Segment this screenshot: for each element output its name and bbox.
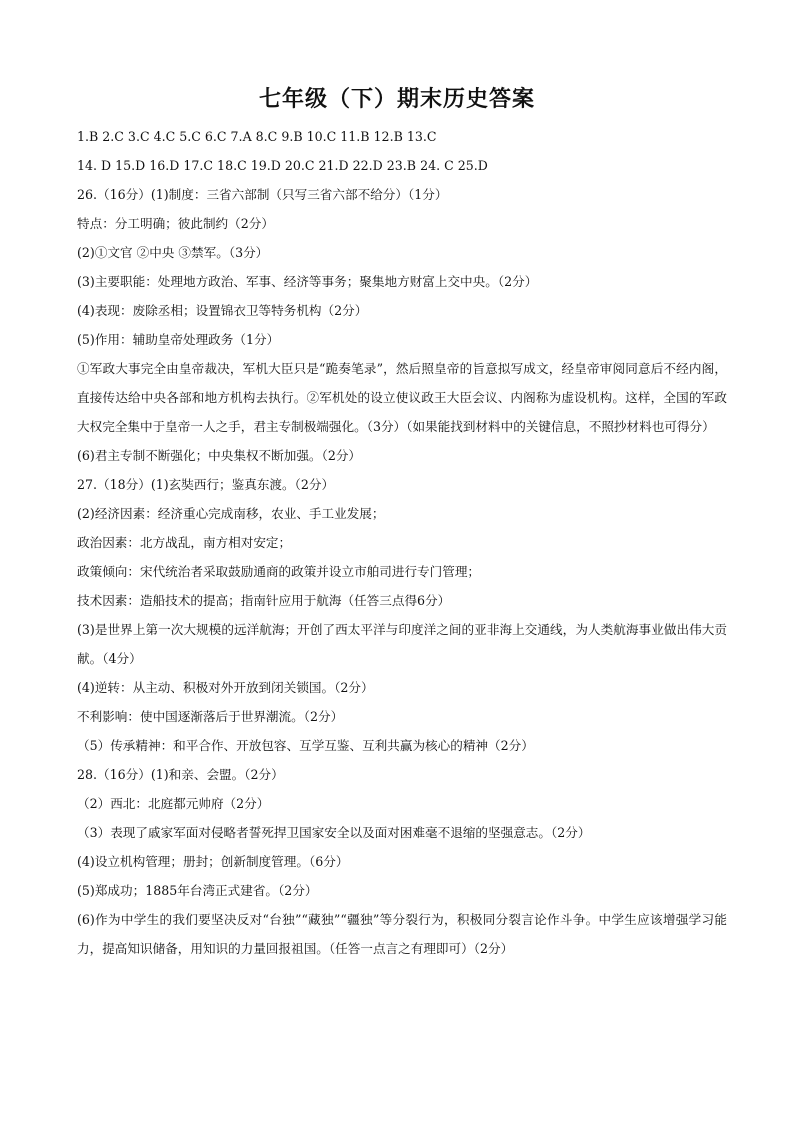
q27-part5: （5）传承精神：和平合作、开放包容、互学互鉴、互利共赢为核心的精神（2分）: [77, 738, 534, 753]
q26-part1: 26.（16分）(1)制度：三省六部制（只写三省六部不给分）（1分）: [77, 187, 448, 202]
q28-part6: (6)作为中学生的我们要坚决反对“台独”“藏独”“疆独”等分裂行为，积极同分裂言论作斗争。中学生应该增强学习能力，提高知识储备，用知识的力量回报祖国。（任答一点言之有理即可）（2分）: [77, 912, 727, 956]
q27-part2-political: 政治因素：北方战乱，南方相对安定；: [77, 535, 292, 550]
mc-answers-row-2: 14. D 15.D 16.D 17.C 18.C 19.D 20.C 21.D 22.D 23.B 24. C 25.D: [77, 158, 488, 173]
q27-part2-technology: 技术因素：造船技术的提高；指南针应用于航海（任答三点得6分）: [77, 593, 451, 608]
q27-part2-policy: 政策倾向：宋代统治者采取鼓励通商的政策并设立市舶司进行专门管理；: [77, 564, 480, 579]
q27-part3: (3)是世界上第一次大规模的远洋航海；开创了西太平洋与印度洋之间的亚非海上交通线，为人类航海事业做出伟大贡献。（4分）: [77, 622, 727, 666]
document-title: 七年级（下）期末历史答案: [258, 86, 535, 112]
q26-feature: 特点：分工明确；彼此制约（2分）: [77, 216, 274, 231]
q27-part4-impact: 不利影响：使中国逐渐落后于世界潮流。（2分）: [77, 709, 344, 724]
q28-part1: 28.（16分）(1)和亲、会盟。（2分）: [77, 767, 284, 782]
q26-part5-detail: ①军政大事完全由皇帝裁决，军机大臣只是“跪奏笔录”，然后照皇帝的旨意拟写成文，经皇帝审阅同意后不经内阁，直接传达给中央各部和地方机构去执行。②军机处的设立使议政王大臣会议、内阁称为虚设机构。这样，全国的军政大权完全集中于皇帝一人之手，君主专制极端强化。（3分）（如果能找到材料中的关键信息，不照抄材料也可得分）: [77, 361, 727, 434]
q27-part1: 27.（18分）(1)玄奘西行；鉴真东渡。（2分）: [77, 477, 335, 492]
answer-content: [77, 122, 727, 963]
mc-answers-row-1: 1.B 2.C 3.C 4.C 5.C 6.C 7.A 8.C 9.B 10.C 11.B 12.B 13.C: [77, 129, 437, 144]
q28-part4: (4)设立机构管理；册封；创新制度管理。（6分）: [77, 854, 349, 869]
q28-part5: (5)郑成功；1885年台湾正式建省。（2分）: [77, 883, 318, 898]
q27-part2-economic: (2)经济因素：经济重心完成南移，农业、手工业发展；: [77, 506, 385, 521]
q27-part4: (4)逆转：从主动、积极对外开放到闭关锁国。（2分）: [77, 680, 374, 695]
q28-part2: （2）西北：北庭都元帅府（2分）: [77, 796, 270, 811]
q28-part3: （3）表现了戚家军面对侵略者誓死捍卫国家安全以及面对困难毫不退缩的坚强意志。（2分）: [77, 825, 591, 840]
q26-part6: (6)君主专制不断强化；中央集权不断加强。（2分）: [77, 448, 362, 463]
q26-part3: (3)主要职能：处理地方政治、军事、经济等事务；聚集地方财富上交中央。（2分）: [77, 274, 538, 289]
q26-part2: (2)①文官 ②中央 ③禁军。（3分）: [77, 245, 269, 260]
q26-part4: (4)表现：废除丞相；设置锦衣卫等特务机构（2分）: [77, 303, 368, 318]
q26-part5: (5)作用：辅助皇帝处理政务（1分）: [77, 332, 280, 347]
